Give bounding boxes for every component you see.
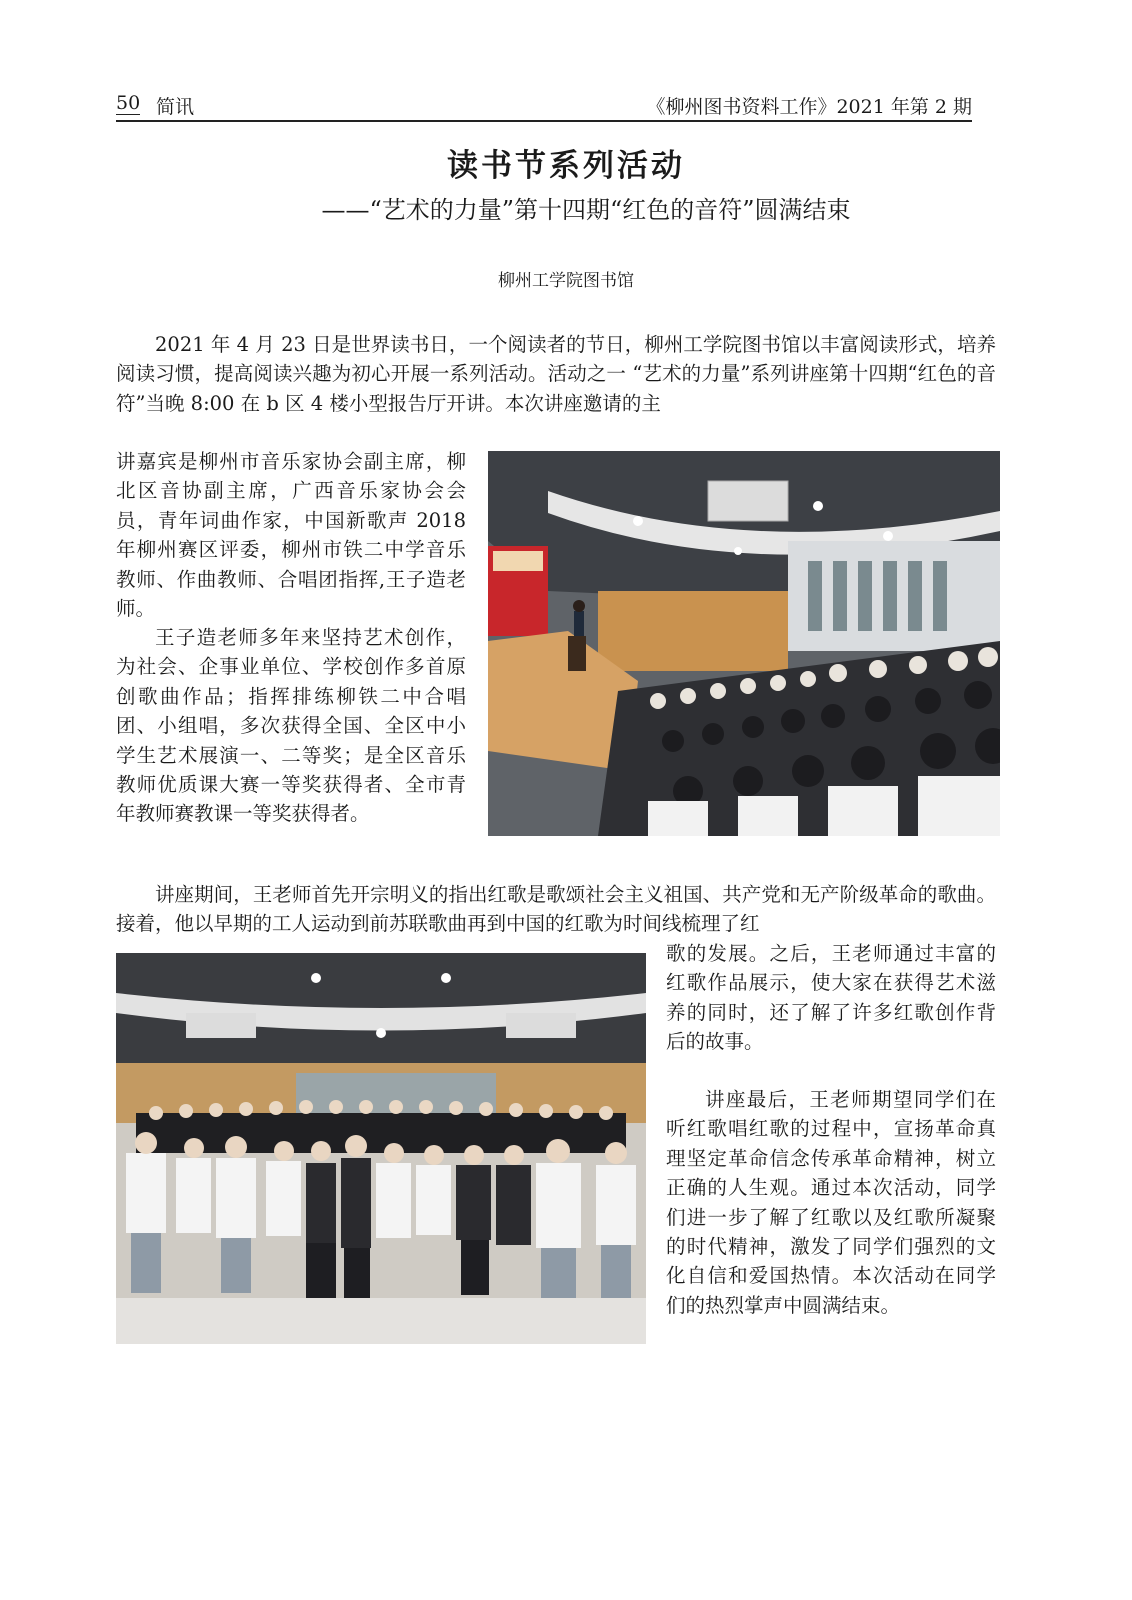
section-label: 简讯 bbox=[156, 96, 195, 118]
page-number: 50 bbox=[116, 92, 141, 114]
group-photo bbox=[116, 953, 646, 1344]
achievements-paragraph: 王子造老师多年来坚持艺术创作，为社会、企事业单位、学校创作多首原创歌曲作品；指挥排练柳铁二中合唱团、小组唱，多次获得全国、全区中小学生艺术展演一、二等奖；是全区音乐教师优质课大赛一等奖获得者、全市青年教师赛教课一等奖获得者。 bbox=[116, 626, 466, 826]
article-subtitle: ——“艺术的力量”第十四期“红色的音符”圆满结束 bbox=[321, 196, 851, 224]
history-paragraph: 歌的发展。之后，王老师通过丰富的红歌作品展示，使大家在获得艺术滋养的同时，还了解了许多红歌创作背后的故事。 bbox=[666, 942, 996, 1054]
lecture-photo bbox=[488, 451, 1000, 836]
conclusion-paragraph: 讲座最后，王老师期望同学们在听红歌唱红歌的过程中，宣扬革命真理坚定革命信念传承革命精神，树立正确的人生观。通过本次活动，同学们进一步了解了红歌以及红歌所凝聚的时代精神，激发了同学们强烈的文化自信和爱国热情。本次活动在同学们的热烈掌声中圆满结束。 bbox=[666, 1088, 996, 1317]
lecture-content-paragraph: 讲座期间，王老师首先开宗明义的指出红歌是歌颂社会主义祖国、共产党和无产阶级革命的歌曲。接着，他以早期的工人运动到前苏联歌曲再到中国的红歌为时间线梳理了红 bbox=[116, 883, 996, 936]
speaker-bio-paragraph: 讲嘉宾是柳州市音乐家协会副主席，柳北区音协副主席，广西音乐家协会会员，青年词曲作家，中国新歌声 2018 年柳州赛区评委，柳州市铁二中学音乐教师、作曲教师、合唱团指挥,王子造老师。 bbox=[116, 450, 466, 621]
running-header bbox=[116, 92, 972, 122]
article-title: 读书节系列活动 bbox=[447, 148, 685, 184]
article-author: 柳州工学院图书馆 bbox=[498, 271, 634, 291]
journal-title: 《柳州图书资料工作》2021 年第 2 期 bbox=[646, 96, 972, 118]
intro-paragraph: 2021 年 4 月 23 日是世界读书日，一个阅读者的节日，柳州工学院图书馆以丰富阅读形式，培养阅读习惯，提高阅读兴趣为初心开展一系列活动。活动之一 “艺术的力量”系列讲座第十四期“红色的音符”当晚 8:00 在 b 区 4 楼小型报告厅开讲。本次讲座邀请的主 bbox=[116, 333, 996, 415]
